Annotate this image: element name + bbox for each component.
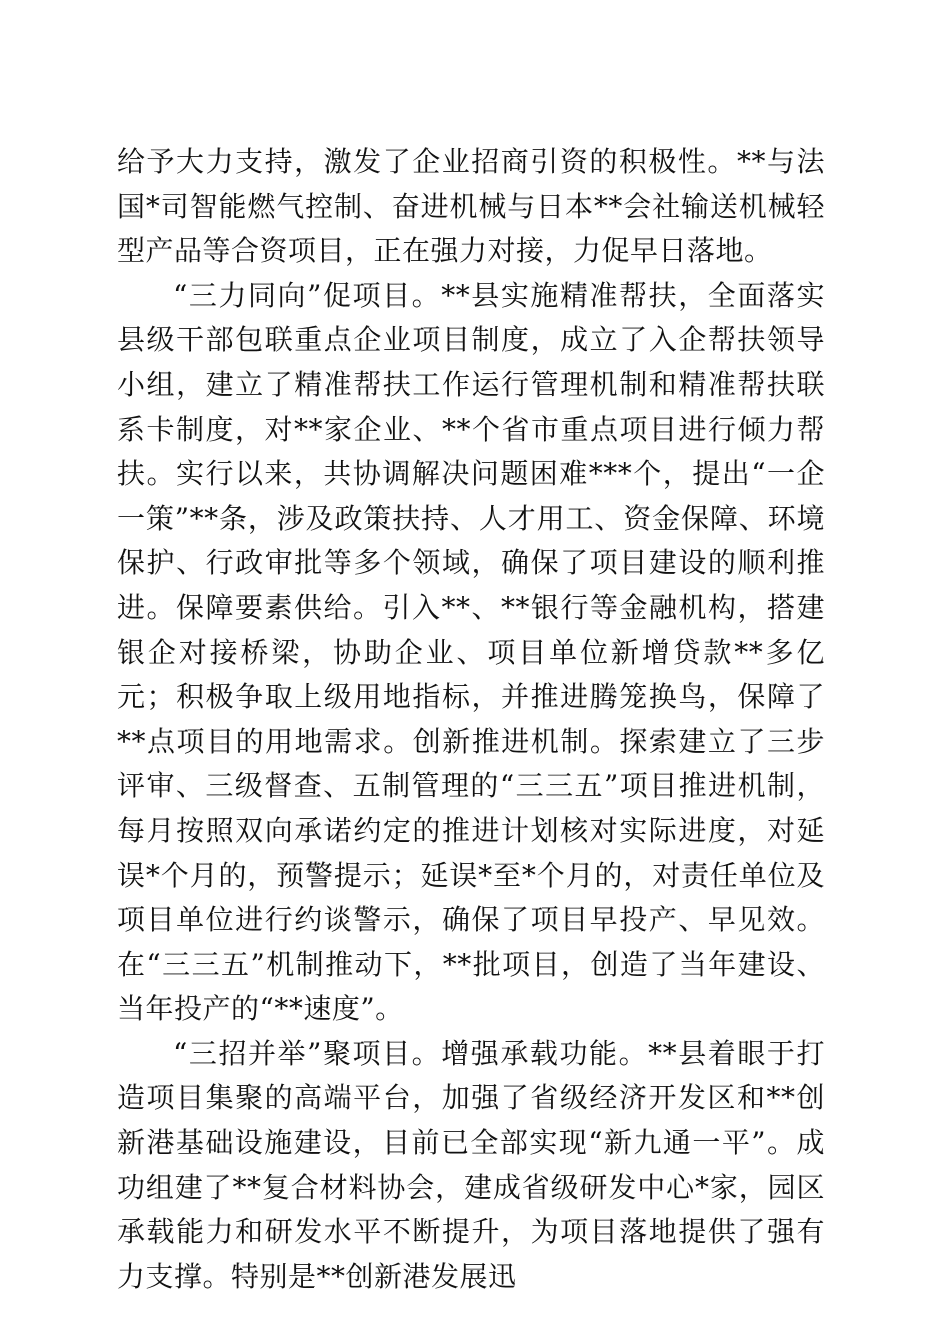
paragraph-continuation: 给予大力支持，激发了企业招商引资的积极性。**与法国*司智能燃气控制、奋进机械与日本**会社输送机械轻型产品等合资项目，正在强力对接，力促早日落地。: [117, 145, 825, 268]
document-body: [117, 140, 825, 1299]
paragraph-sanli-tongxiang: “三力同向”促项目。**县实施精准帮扶，全面落实县级干部包联重点企业项目制度，成立了入企帮扶领导小组，建立了精准帮扶工作运行管理机制和精准帮扶联系卡制度，对**家企业、**个省市重点项目进行倾力帮扶。实行以来，共协调解决问题困难***个，提出“一企一策”**条，涉及政策扶持、人才用工、资金保障、环境保护、行政审批等多个领域，确保了项目建设的顺利推进。保障要素供给。引入**、**银行等金融机构，搭建银企对接桥梁，协助企业、项目单位新增贷款**多亿元；积极争取上级用地指标，并推进腾笼换鸟，保障了**点项目的用地需求。创新推进机制。探索建立了三步评审、三级督查、五制管理的“三三五”项目推进机制，每月按照双向承诺约定的推进计划核对实际进度，对延误*个月的，预警提示；延误*至*个月的，对责任单位及项目单位进行约谈警示，确保了项目早投产、早见效。在“三三五”机制推动下，**批项目，创造了当年建设、当年投产的“**速度”。: [117, 278, 825, 1026]
paragraph-sanzhao-bingju: “三招并举”聚项目。增强承载功能。**县着眼于打造项目集聚的高端平台，加强了省级经济开发区和**创新港基础设施建设，目前已全部实现“新九通一平”。成功组建了**复合材料协会，建成省级研发中心*家，园区承载能力和研发水平不断提升，为项目落地提供了强有力支撑。特别是**创新港发展迅: [117, 1036, 825, 1293]
